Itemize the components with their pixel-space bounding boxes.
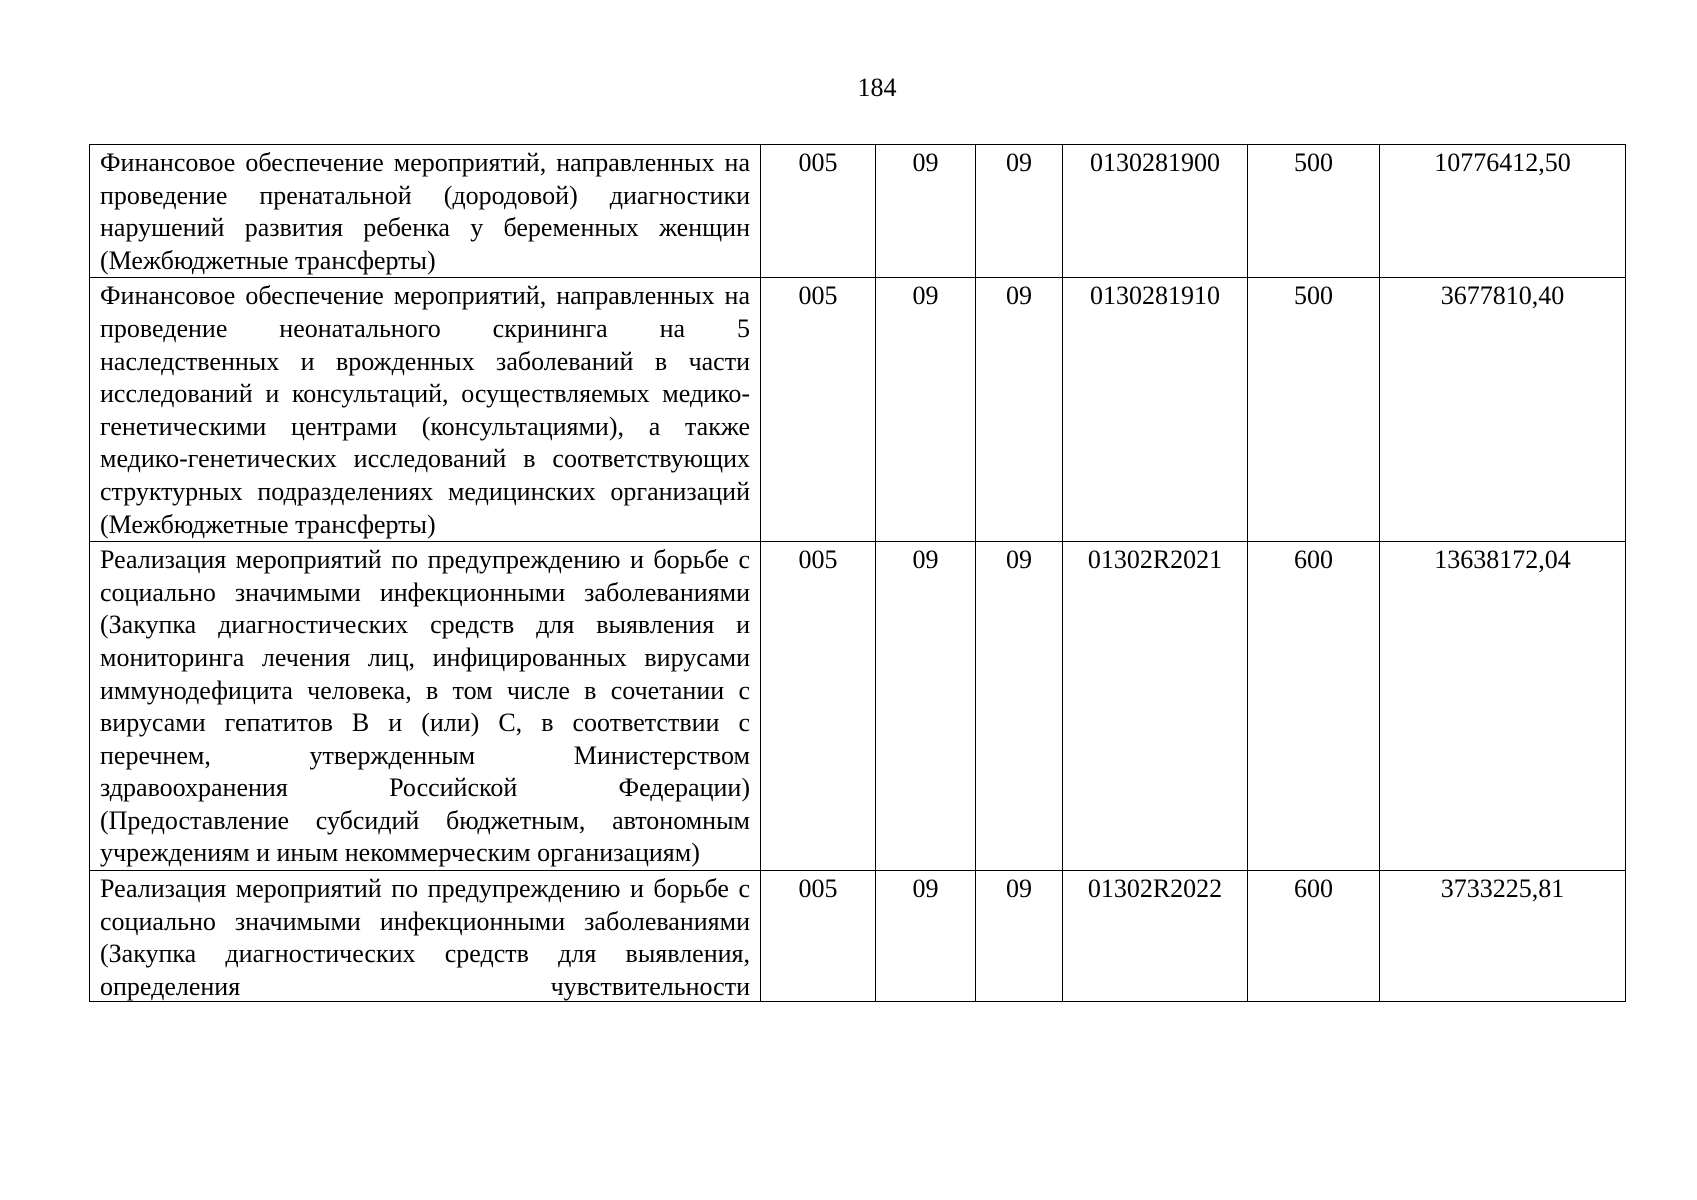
- table-row: [90, 145, 1626, 278]
- row-description: Реализация мероприятий по предупреждению и борьбе с социально значимыми инфекционными заболеваниями (Закупка диагностических средств для выявления и мониторинга лечения лиц, инфицированных вирусами иммунодефицита человека, в том числе в сочетании с вирусами гепатитов B и (или) C, в соответствии с перечнем, утвержденным Министерством здравоохранения Российской Федерации) (Предоставление субсидий бюджетным, автономным учреждениям и иным некоммерческим организациям): [90, 542, 761, 871]
- target-article-code: 01302R2022: [1063, 871, 1248, 1002]
- subsection-code: 09: [976, 542, 1063, 871]
- subsection-code: 09: [976, 871, 1063, 1002]
- amount: 10776412,50: [1380, 145, 1626, 278]
- table-row: [90, 871, 1626, 1002]
- expense-type-code: 600: [1248, 871, 1380, 1002]
- expense-type-code: 500: [1248, 278, 1380, 542]
- ministry-code: 005: [761, 542, 876, 871]
- target-article-code: 0130281910: [1063, 278, 1248, 542]
- row-description: Финансовое обеспечение мероприятий, направленных на проведение неонатального скрининга на 5 наследственных и врожденных заболеваний в части исследований и консультаций, осуществляемых медико-генетическими центрами (консультациями), а также медико-генетических исследований в соответствующих структурных подразделениях медицинских организаций (Межбюджетные трансферты): [90, 278, 761, 542]
- ministry-code: 005: [761, 871, 876, 1002]
- page-number: 184: [857, 73, 897, 102]
- expense-type-code: 600: [1248, 542, 1380, 871]
- expense-type-code: 500: [1248, 145, 1380, 278]
- section-code: 09: [876, 145, 976, 278]
- amount: 13638172,04: [1380, 542, 1626, 871]
- amount: 3733225,81: [1380, 871, 1626, 1002]
- section-code: 09: [876, 542, 976, 871]
- amount: 3677810,40: [1380, 278, 1626, 542]
- target-article-code: 0130281900: [1063, 145, 1248, 278]
- section-code: 09: [876, 278, 976, 542]
- subsection-code: 09: [976, 278, 1063, 542]
- ministry-code: 005: [761, 278, 876, 542]
- section-code: 09: [876, 871, 976, 1002]
- table-row: [90, 278, 1626, 542]
- row-description-cell: [90, 871, 761, 1002]
- budget-table: [89, 144, 1626, 1002]
- ministry-code: 005: [761, 145, 876, 278]
- target-article-code: 01302R2021: [1063, 542, 1248, 871]
- subsection-code: 09: [976, 145, 1063, 278]
- row-description: Финансовое обеспечение мероприятий, направленных на проведение пренатальной (дородовой) диагностики нарушений развития ребенка у беременных женщин (Межбюджетные трансферты): [90, 145, 761, 278]
- row-description: Реализация мероприятий по предупреждению и борьбе с социально значимыми инфекционными заболеваниями (Закупка диагностических средств для выявления, определения чувствительности: [100, 874, 750, 1001]
- table-row: [90, 542, 1626, 871]
